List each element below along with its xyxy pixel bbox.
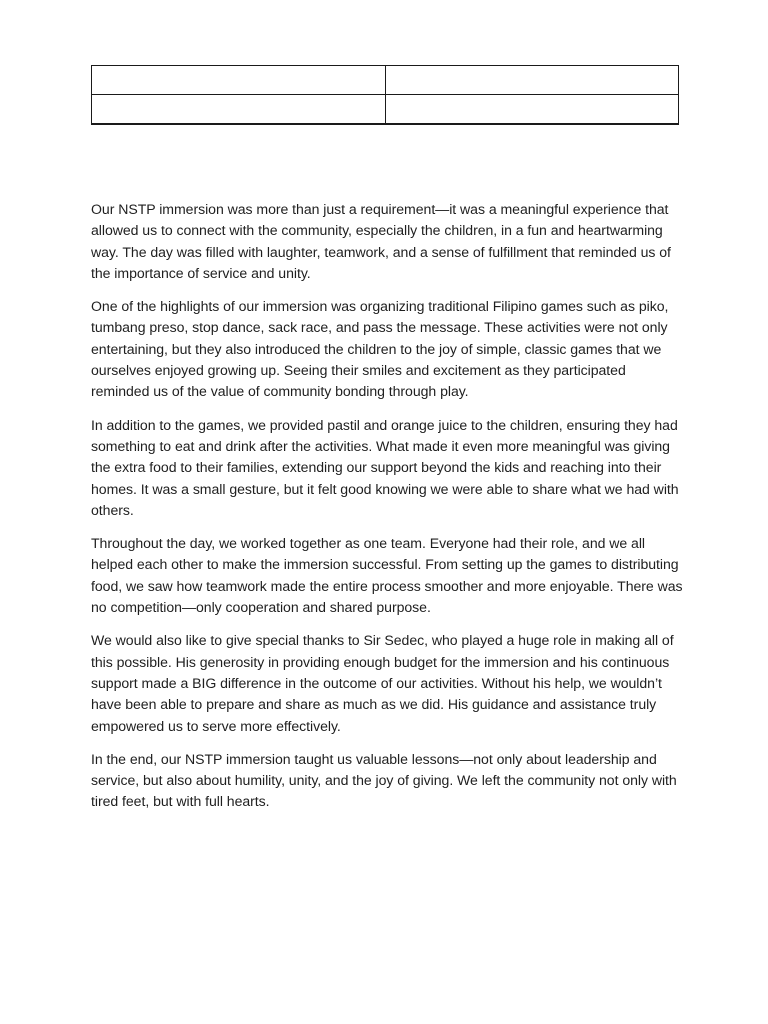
table-cell bbox=[92, 66, 386, 95]
paragraph-thanks: We would also like to give special thanks to Sir Sedec, who played a huge role in making all of this possible. His generosity in providing enough budget for the immersion and his continuous support made a BIG difference in the outcome of our activities. Without his help, we wouldn’t have been able to prepare and share as much as we did. His guidance and assistance truly empowered us to serve more effectively. bbox=[91, 632, 674, 734]
header-table bbox=[91, 65, 679, 125]
paragraph-conclusion: In the end, our NSTP immersion taught us valuable lessons—not only about leadership and service, but also about humility, unity, and the joy of giving. We left the community not only with tired feet, but with full hearts. bbox=[91, 750, 677, 810]
paragraph-intro: Our NSTP immersion was more than just a requirement—it was a meaningful experience that allowed us to connect with the community, especially the children, in a fun and heartwarming way. The day was filled with laughter, teamwork, and a sense of fulfillment that reminded us of the importance of service and unity. bbox=[91, 201, 671, 281]
table-cell bbox=[92, 95, 386, 125]
table-row bbox=[92, 95, 679, 125]
document-body bbox=[91, 199, 683, 825]
paragraph-teamwork: Throughout the day, we worked together as one team. Everyone had their role, and we all helped each other to make the immersion successful. From setting up the games to distributing food, we saw how teamwork made the entire process smoother and more enjoyable. There was no competition—only cooperation and shared purpose. bbox=[91, 535, 683, 616]
table-cell bbox=[385, 95, 679, 125]
paragraph-games: One of the highlights of our immersion was organizing traditional Filipino games such as piko, tumbang preso, stop dance, sack race, and pass the message. These activities were not only entertaining, but they also introduced the children to the joy of simple, classic games that we ourselves enjoyed growing up. Seeing their smiles and excitement as they participated reminded us of the value of community bonding through play. bbox=[91, 298, 669, 400]
paragraph-food: In addition to the games, we provided pastil and orange juice to the children, ensuring they had something to eat and drink after the activities. What made it even more meaningful was giving the extra food to their families, extending our support beyond the kids and reaching into their homes. It was a small gesture, but it felt good knowing we were able to share what we had with others. bbox=[91, 416, 679, 518]
table-cell bbox=[385, 66, 679, 95]
table-row bbox=[92, 66, 679, 95]
